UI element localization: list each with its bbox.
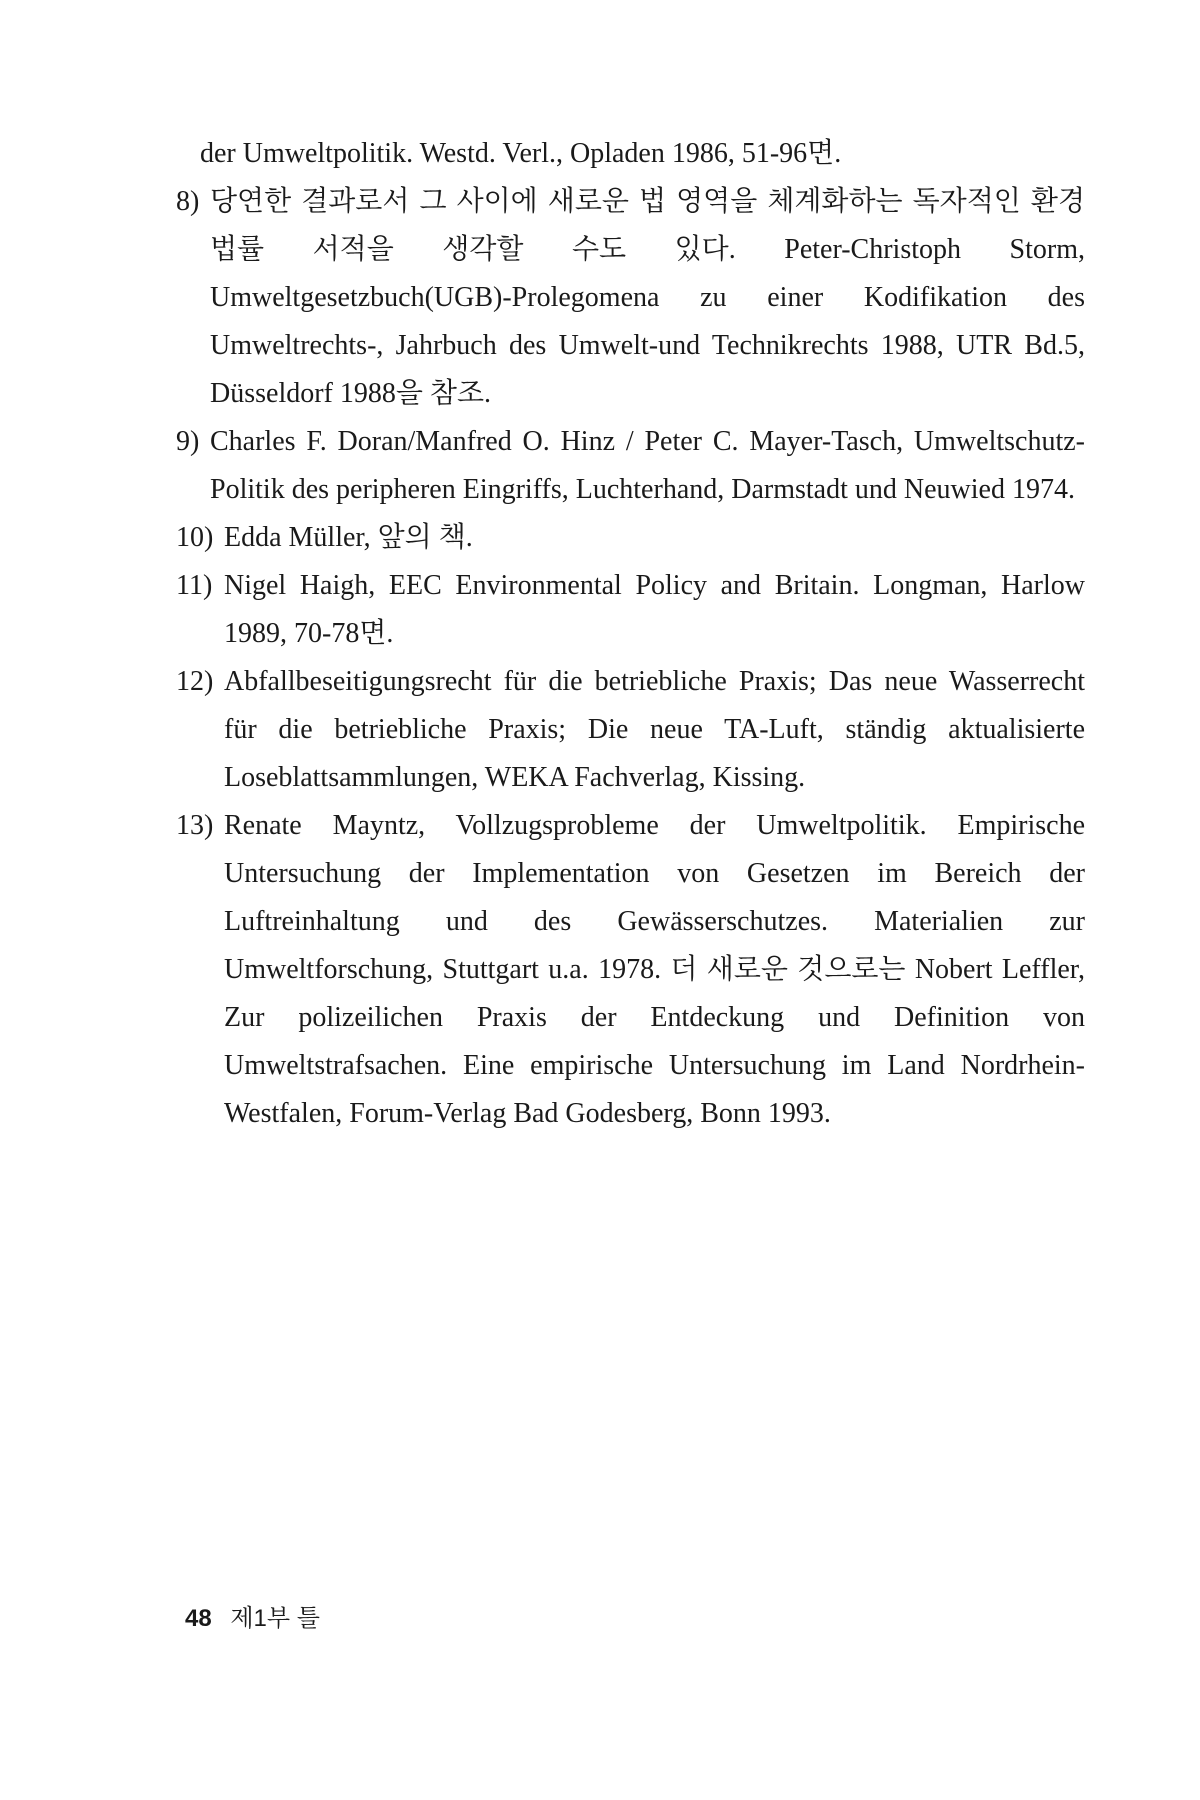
footnote-number: 11) xyxy=(176,570,213,601)
footnote-text: Renate Mayntz, Vollzugsprobleme der Umweltpolitik. Empirische Untersuchung der Implementation von Gesetzen im Bereich der Luftreinhaltung und des Gewässerschutzes. Materialien zur Umweltforschung, Stuttgart u.a. 1978. 더 새로운 것으로는 Nobert Leffler, Zur polizeilichen Praxis der Entdeckung und Definition von Umweltstrafsachen. Eine empirische Untersuchung im Land Nordrhein-Westfalen, Forum-Verlag Bad Godesberg, Bonn 1993. xyxy=(224,810,1085,1129)
footnote-continuation xyxy=(180,130,1085,178)
footnote-number: 12) xyxy=(176,666,214,697)
footnote-number: 9) xyxy=(176,426,200,457)
footnote-text: der Umweltpolitik. Westd. Verl., Opladen 1986, 51-96면. xyxy=(200,138,842,169)
footnote-text: Nigel Haigh, EEC Environmental Policy and Britain. Longman, Harlow 1989, 70-78면. xyxy=(224,570,1085,649)
footnote-text: Charles F. Doran/Manfred O. Hinz / Peter C. Mayer-Tasch, Umweltschutz-Politik des peripheren Eingriffs, Luchterhand, Darmstadt und Neuwied 1974. xyxy=(210,426,1085,505)
footnote-text: Abfallbeseitigungsrecht für die betriebliche Praxis; Das neue Wasserrecht für die betriebliche Praxis; Die neue TA-Luft, ständig aktualisierte Loseblattsammlungen, WEKA Fachverlag, Kissing. xyxy=(224,666,1085,793)
footnote-number: 10) xyxy=(176,522,214,553)
footnote-number: 13) xyxy=(176,810,214,841)
footnotes-block xyxy=(176,130,1085,1138)
footnote-9 xyxy=(176,418,1085,514)
footnote-12 xyxy=(176,658,1085,802)
section-title: 제1부 틀 xyxy=(230,1605,320,1632)
footnote-11 xyxy=(176,562,1085,658)
footnote-text: 당연한 결과로서 그 사이에 새로운 법 영역을 체계화하는 독자적인 환경 법률 서적을 생각할 수도 있다. Peter-Christoph Storm, Umweltgesetzbuch(UGB)-Prolegomena zu einer Kodifikation des Umweltrechts-, Jahrbuch des Umwelt-und Technikrechts 1988, UTR Bd.5, Düsseldorf 1988을 참조. xyxy=(210,186,1085,409)
footnote-text: Edda Müller, 앞의 책. xyxy=(224,522,473,553)
footnote-8 xyxy=(176,178,1085,418)
footnote-13 xyxy=(176,802,1085,1138)
footnote-10 xyxy=(176,514,1085,562)
footnote-number: 8) xyxy=(176,186,200,217)
page-number: 48 xyxy=(185,1605,212,1632)
page-footer xyxy=(185,1598,320,1633)
